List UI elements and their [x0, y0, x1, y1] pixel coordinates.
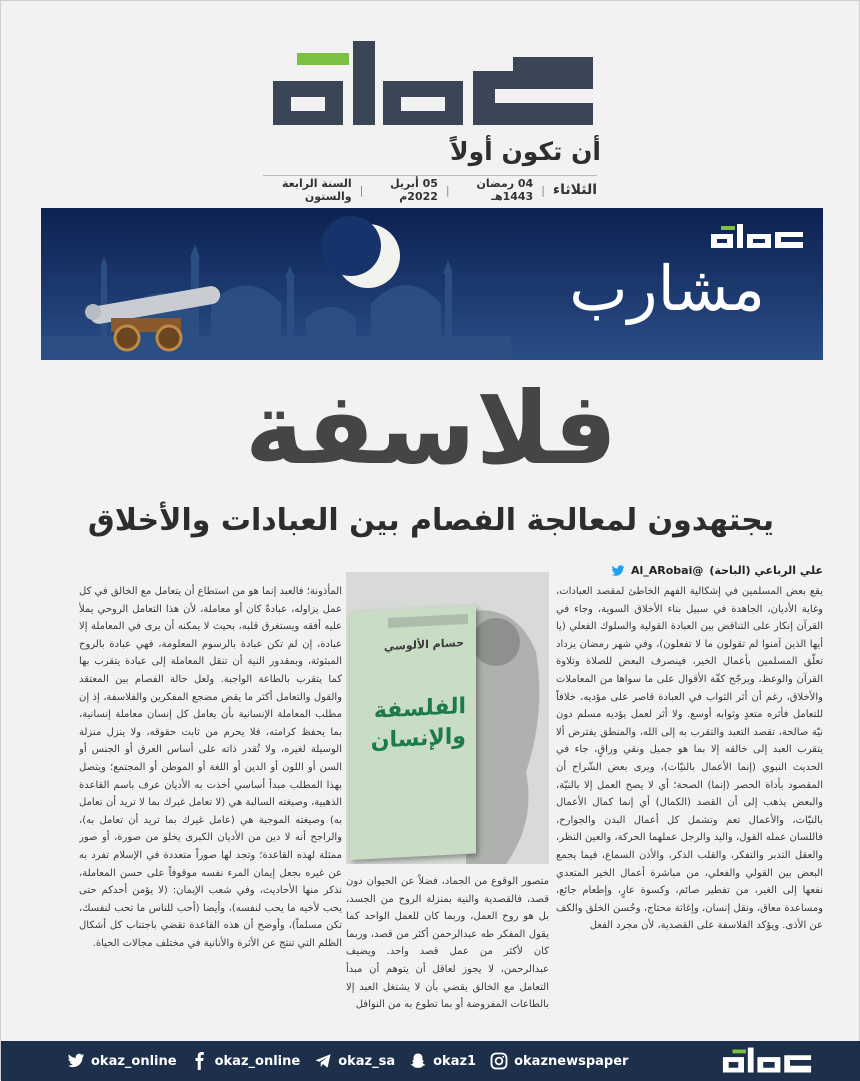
- book-photo: [346, 572, 549, 864]
- book-author: حسام الألوسي: [383, 636, 464, 654]
- footer-facebook-link[interactable]: [191, 1052, 301, 1070]
- section-banner: [41, 208, 823, 360]
- footer-snapchat-link[interactable]: [409, 1052, 476, 1070]
- facebook-icon: [191, 1052, 209, 1070]
- dateline-edition: السنة الرابعة والستون: [281, 177, 352, 203]
- footer-twitter-handle: okaz_online: [91, 1053, 177, 1069]
- dateline-gregorian: 05 أبريل 2022م: [390, 177, 438, 203]
- twitter-icon: [67, 1052, 85, 1070]
- snapchat-icon: [409, 1052, 427, 1070]
- article-column-right: يقع بعض المسلمين في إشكالية الفهم الخاطئ لمقصد العبادات، وغاية الأديان، الجاهدة في سبيل بناء الأخلاق السوية، وجاء في القرآن إنكار على التناقض بين العبادة القولية والسلوك الفعلي (يا أيها الذين آمنوا لم تقولون ما لا تفعلون)، وفي شهر رمضان يزداد تعلّق المسلمين بأعمال الخير، فينصرف البعض للصلاة وتلاوة القرآن والوعظ، ويرجّح كفّة الأقوال على ما سواها من المعاملات والأخلاق، رغم أن أثر الثواب في العبادة قاصر على مؤديه، خلافاً للتعامل فأثره متعدٍ وثوابه أوسع. ولا أثر لعمل يؤديه مسلم دون نيّة صالحة، تقصد التعبد والتقرب به إلى الله، والمنطق يفترض ألا يتقرب العبد إلى خالقه إلا بما هو جميل ونقي وراقٍ، جاء في الحديث النبوي (إنما الأعمال بالنيّات)، ويرى بعض الشّراح أن المقصود بأداة الحصر (إنما) الصحة؛ أي لا يصح العمل إلا بالنيّة، والبعض يذهب إلى أن القصد (الكمال) أي إنما كمال الأعمال بالنيّات، والأعمال تعم وتشمل كل أعمال البدن والجوارح، فاللسان عمله القول، واليد والرجل عملهما الحركة، والعين النظر، والعقل التدبر والتفكر، والقلب الذكر، والأذن السماع، فيما يجمع البعض بين القولي والفعلي، من مباشرة أعمال الخير المتعدي نفعها إلى الغير، من تفطير صائم، وكسوة عارٍ، وإطعام جائع، ومساعدة معاق، ونقل إنسان، وإغاثة محتاج، وحُسن الخلق والكف عن الأذى. ويؤكد الفلاسفة على القصدية، لأن مجرد الفعل: [556, 586, 823, 932]
- article-subhead: يجتهدون لمعالجة الفصام بين العبادات والأخلاق: [87, 503, 775, 538]
- article-byline: [551, 564, 823, 577]
- dateline-hijri: 04 رمضان 1443هـ: [476, 177, 534, 203]
- footer-snapchat-handle: okaz1: [433, 1053, 477, 1069]
- okaz-logo-mark: [263, 41, 597, 127]
- publisher-logo: [388, 614, 468, 628]
- section-title: مشارب: [569, 252, 765, 325]
- banner-okaz-logo: [709, 224, 805, 250]
- book-cover: [350, 605, 476, 860]
- article-column-left: المأذونة؛ فالعبد إنما هو من استطاع أن يتعامل مع الخالق في كل عمل يزاوله، عبادةً كان أو معاملة، لأن هذا التعامل الروحي يملأ عليه أفقه ويستغرق قلبه، بحيث لا يمكنه أن يرى في المعاملة إلا عبادة، إن لم تكن عبادة بالرسوم المعلومة، فهي عبادة بالروح المبثوثة، وبمقدور النية أن تنقل المعاملة إلى عبادة يتقرب بها كما يتقرب بالطاعة الواجبة. ولعل حالة الفصام بين المعتقد والقول والتعامل أكثر ما يقض مضجع المفكرين والفلاسفة، إذ إن مطلب المعاملة الإنسانية بأن يعامل كل إنسان معاملة إنسانية، بما يحفظ كرامته، فلا يحرم من ثابت حقوقه، ولا ينزل منزلة الوسيلة لغيره، ولا تُقدر ذاته على أساس العرق أو الجنس أو السن أو اللون أو الدين أو اللغة أو الموطن أو المجتمع؛ ويتصل بهذا المطلب مبدأ أساسي أخذت به الأديان عرف باسم القاعدة الذهبية، وصيغته السالبة هي (لا تعامل غيرك بما لا تريد أن تعامل به) وصيغته الموجبة هي (عامل غيرك بما تريد أن تعامل به)، والراجح أنه لا دين من الأديان الكبرى يخلو من صورة، أو صور ممثلة لهذه القاعدة؛ وتجد لها صوراً متعددة في الإسلام تفرد به عن غيره بجعل إيمان المرء نفسه موقوفاً على حسن المعاملة، نذكر منها الأحاديث، وفي شعب الإيمان: (لا يؤمن أحدكم حتى يحب لأخيه ما يحب لنفسه)، وأيضا (أحب للناس ما تحب لنفسك، تكن مسلماً)، وأوضح أن هذه القاعدة تقضي باجتناب كل أشكال الظلم التي تنتج عن الأثرة والأنانية في مختلف مجالات الحياة.: [79, 586, 342, 949]
- footer-telegram-link[interactable]: [314, 1052, 395, 1070]
- author-name: علي الرباعي (الباحة): [709, 564, 823, 577]
- footer-instagram-link[interactable]: [490, 1052, 628, 1070]
- footer-instagram-handle: okaznewspaper: [514, 1053, 629, 1069]
- dateline-separator: |: [445, 183, 450, 197]
- telegram-icon: [314, 1052, 332, 1070]
- instagram-icon: [490, 1052, 508, 1070]
- dateline-day: الثلاثاء: [552, 182, 597, 198]
- article-column-middle: متصور الوقوع من الجماد، فضلاً عن الحيوان دون قصد، فالقصدية والنية بمنزلة الروح من الجسد، بل هو روح العمل، وربما كان للعمل الواحد كما يقول المفكر طه عبدالرحمن أكثر من قصد، وربما كان لأكثر من عمل قصد واحد. ويضيف عبدالرحمن، لا يجوز لعاقل أن يتوهم أن مبدأ التعامل مع الخالق يقضي بأن لا يشتغل العبد إلا بالطاعات المفروضة أو بما تطوع به من النوافل: [346, 876, 549, 1011]
- footer-telegram-handle: okaz_sa: [338, 1053, 396, 1069]
- masthead-tagline: أن تكون أولاً: [450, 137, 601, 166]
- footer-facebook-handle: okaz_online: [214, 1053, 301, 1069]
- okaz-masthead-logo[interactable]: [263, 41, 597, 127]
- book-title: الفلسفة والإنسان: [370, 693, 466, 754]
- twitter-icon: [611, 565, 625, 577]
- article-headline: فلاسفة: [244, 370, 618, 487]
- dateline: [263, 175, 597, 203]
- dateline-separator: |: [359, 183, 364, 197]
- twitter-handle[interactable]: @Al_ARobai: [630, 564, 704, 577]
- social-footer: [1, 1041, 860, 1081]
- dateline-separator: |: [541, 183, 545, 197]
- footer-okaz-logo[interactable]: [721, 1047, 813, 1075]
- footer-twitter-link[interactable]: [67, 1052, 177, 1070]
